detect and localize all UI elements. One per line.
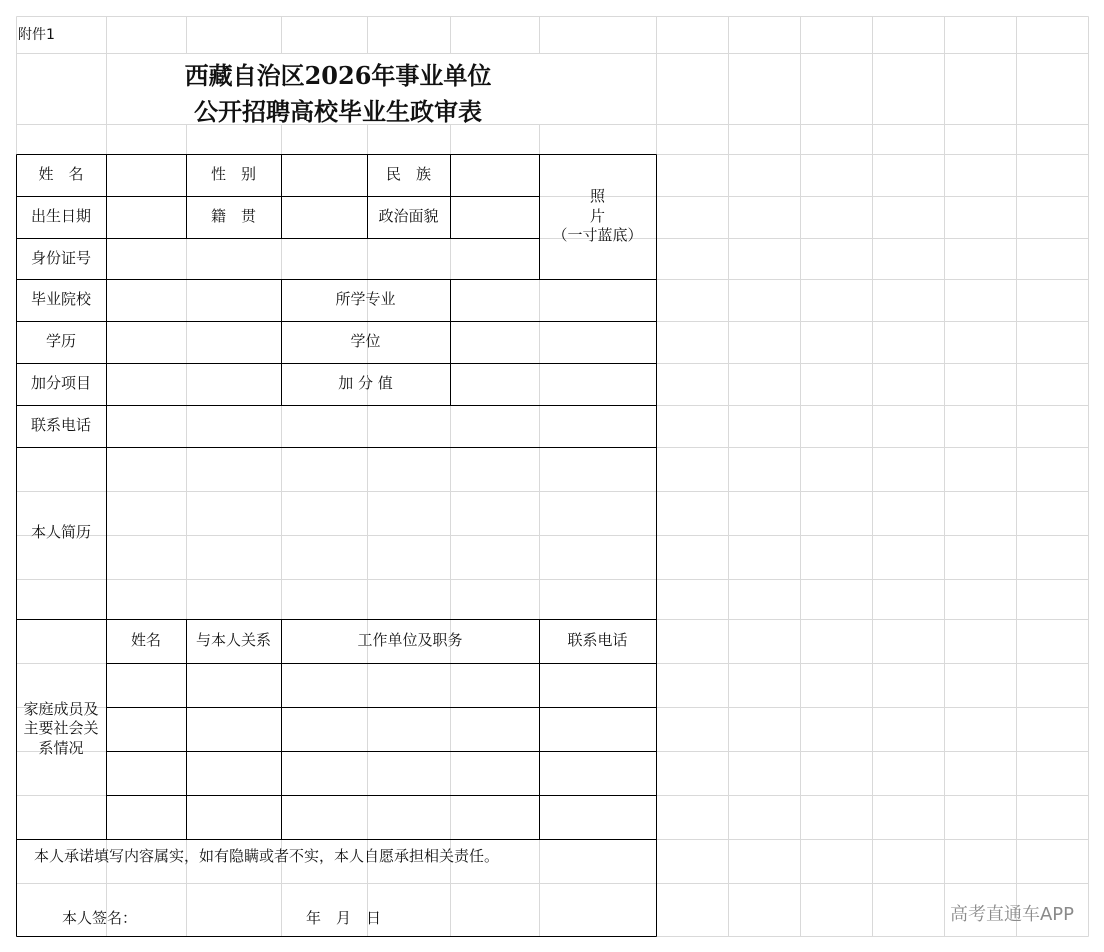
input-ethnicity[interactable] [450,154,539,196]
family-cell[interactable] [186,795,281,839]
family-cell[interactable] [539,751,656,795]
label-school: 毕业院校 [30,290,91,309]
date-label: 年 月 日 [306,909,382,928]
family-cell[interactable] [281,707,539,751]
family-cell[interactable] [106,663,186,707]
input-education[interactable] [106,321,281,363]
watermark: 高考直通车APP [949,904,1074,925]
form-title-line2: 公开招聘高校毕业生政审表 [194,97,482,126]
family-cell[interactable] [281,795,539,839]
family-cell[interactable] [106,751,186,795]
label-resume: 本人简历 [30,523,91,542]
family-header-phone: 联系电话 [567,631,628,650]
photo-label-1: 照 [589,187,605,206]
family-cell[interactable] [539,707,656,751]
input-bonus-item[interactable] [106,363,281,405]
input-major[interactable] [450,279,656,321]
input-degree[interactable] [450,321,656,363]
family-cell[interactable] [106,707,186,751]
label-name: 姓 名 [38,165,84,184]
input-birth-date[interactable] [106,196,186,238]
label-political-status: 政治面貌 [378,207,439,226]
label-family: 家庭成员及主要社会关系情况 [23,699,99,757]
signature-field[interactable] [200,904,296,934]
input-resume[interactable] [106,447,656,619]
label-bonus-value: 加 分 值 [338,374,393,393]
label-degree: 学位 [350,332,381,351]
family-cell[interactable] [539,795,656,839]
form-title-line1: 西藏自治区2026年事业单位 [184,61,492,90]
annex-label: 附件1 [18,26,55,43]
family-cell[interactable] [281,751,539,795]
family-cell[interactable] [186,663,281,707]
input-school[interactable] [106,279,281,321]
input-native-place[interactable] [281,196,367,238]
family-header-relation: 与本人关系 [195,631,271,650]
input-bonus-value[interactable] [450,363,656,405]
label-gender: 性 别 [210,165,256,184]
family-cell[interactable] [186,751,281,795]
label-bonus-item: 加分项目 [30,374,91,393]
family-cell[interactable] [186,707,281,751]
label-ethnicity: 民 族 [385,165,431,184]
input-gender[interactable] [281,154,367,196]
pledge-text: 本人承诺填写内容属实，如有隐瞒或者不实，本人自愿承担相关责任。 [34,847,500,866]
input-name[interactable] [106,154,186,196]
label-native-place: 籍 贯 [210,207,256,226]
label-id-number: 身份证号 [30,248,91,267]
photo-box[interactable] [539,154,656,279]
family-header-name: 姓名 [130,631,161,650]
input-political-status[interactable] [450,196,539,238]
label-birth-date: 出生日期 [30,207,91,226]
signature-label: 本人签名： [62,909,138,928]
photo-label-2: 片 [589,206,605,225]
label-major: 所学专业 [335,290,396,309]
label-phone: 联系电话 [30,416,91,435]
family-cell[interactable] [281,663,539,707]
family-cell[interactable] [539,663,656,707]
input-phone[interactable] [106,405,656,447]
family-cell[interactable] [106,795,186,839]
family-header-workplace: 工作单位及职务 [357,631,463,650]
label-education: 学历 [45,332,76,351]
photo-label-3: （一寸蓝底） [552,226,643,245]
input-id-number[interactable] [106,238,539,279]
